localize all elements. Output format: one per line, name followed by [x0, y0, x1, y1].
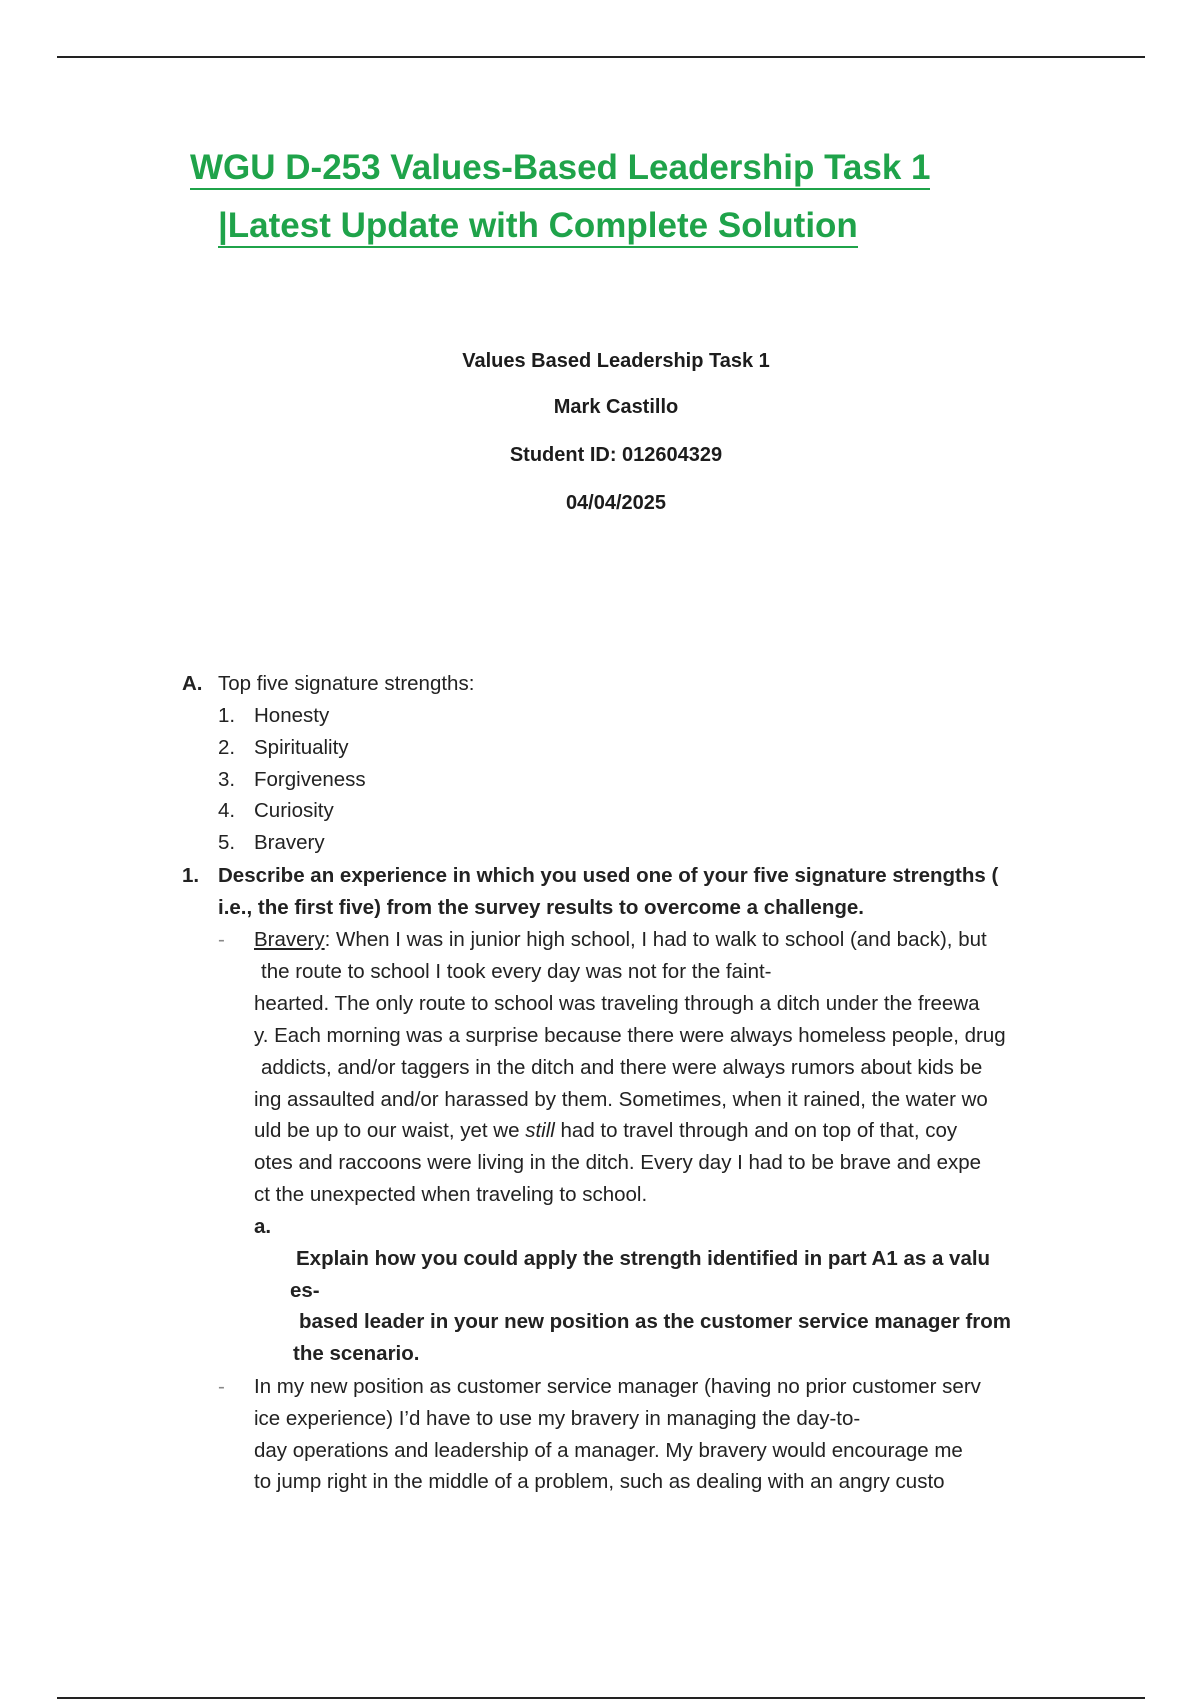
document-title-line-1: WGU D-253 Values-Based Leadership Task 1 — [190, 150, 980, 190]
section-a-marker: A. — [182, 672, 203, 695]
cover-date: 04/04/2025 — [565, 492, 667, 514]
answer-1a-line: In my new position as customer service manager (having no prior customer serv — [254, 1375, 981, 1398]
question-1a-line: based leader in your new position as the customer service manager from — [299, 1310, 1012, 1333]
question-1a-line: Explain how you could apply the strength identified in part A1 as a valu — [296, 1247, 991, 1270]
cover-student-id: Student ID: 012604329 — [509, 444, 723, 466]
strength-item: Honesty — [254, 704, 330, 727]
answer-1-line: ing assaulted and/or harassed by them. Sometimes, when it rained, the water wo — [254, 1088, 988, 1111]
document-title-line-2: |Latest Update with Complete Solution — [218, 208, 1008, 248]
top-rule — [57, 56, 1145, 58]
answer-1a-line: ice experience) I’d have to use my bravery in managing the day-to- — [254, 1407, 861, 1430]
strength-number: 1. — [218, 704, 236, 727]
question-1-line: Describe an experience in which you used one of your five signature strengths ( — [218, 864, 999, 887]
strength-number: 5. — [218, 831, 236, 854]
answer-1-line: the route to school I took every day was not for the faint- — [261, 960, 772, 983]
question-1a-line: the scenario. — [293, 1342, 420, 1365]
question-1a-line: es- — [290, 1279, 320, 1302]
strength-number: 2. — [218, 736, 236, 759]
strength-item: Curiosity — [254, 799, 334, 822]
strength-number: 3. — [218, 768, 236, 791]
answer-1-line: addicts, and/or taggers in the ditch and there were always rumors about kids be — [261, 1056, 983, 1079]
answer-1-bullet: - — [218, 928, 225, 951]
answer-1a-line: to jump right in the middle of a problem, such as dealing with an angry custo — [254, 1470, 945, 1493]
answer-1-line: y. Each morning was a surprise because there were always homeless people, drug — [254, 1024, 1006, 1047]
answer-1a-line: day operations and leadership of a manager. My bravery would encourage me — [254, 1439, 963, 1462]
answer-1-line: otes and raccoons were living in the ditch. Every day I had to be brave and expe — [254, 1151, 982, 1174]
strength-number: 4. — [218, 799, 236, 822]
section-a-heading: Top five signature strengths: — [218, 672, 475, 695]
bottom-rule — [57, 1697, 1145, 1699]
cover-name: Mark Castillo — [553, 396, 679, 418]
answer-1-line: ct the unexpected when traveling to school. — [254, 1183, 648, 1206]
answer-1-line: Bravery: When I was in junior high school, I had to walk to school (and back), but — [254, 928, 987, 951]
question-1-line: i.e., the first five) from the survey results to overcome a challenge. — [218, 896, 864, 919]
question-1a-marker: a. — [254, 1215, 272, 1238]
emphasis-still: still — [525, 1119, 555, 1142]
answer-1-line: hearted. The only route to school was traveling through a ditch under the freewa — [254, 992, 980, 1015]
strength-item: Forgiveness — [254, 768, 366, 791]
question-1-marker: 1. — [182, 864, 200, 887]
strength-item: Spirituality — [254, 736, 349, 759]
answer-1a-bullet: - — [218, 1375, 225, 1398]
strength-item: Bravery — [254, 831, 325, 854]
strength-term: Bravery — [254, 928, 325, 951]
cover-course: Values Based Leadership Task 1 — [462, 350, 770, 372]
answer-1-line: uld be up to our waist, yet we still had to travel through and on top of that, coy — [254, 1119, 958, 1142]
